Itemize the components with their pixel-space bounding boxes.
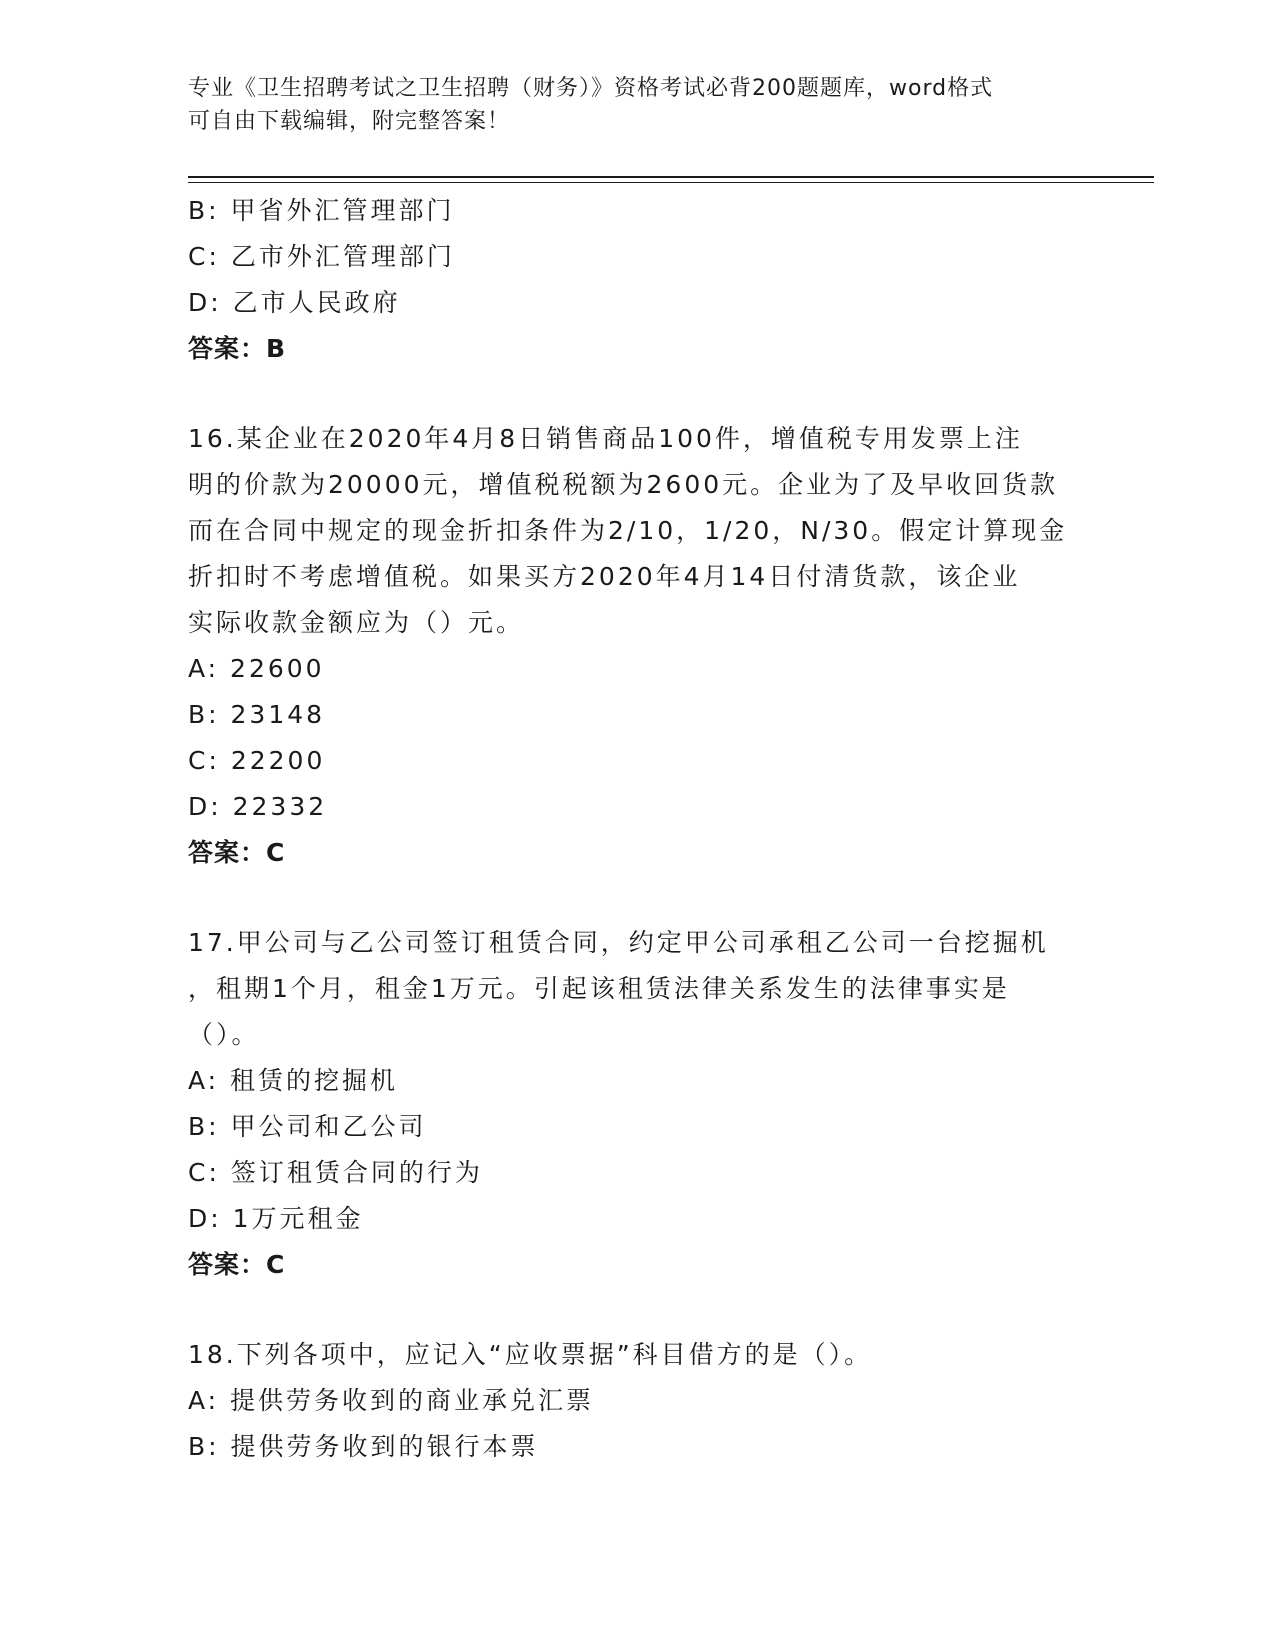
option-a: A: 22600 [188,654,325,683]
question-text-line: （）。 [188,1020,260,1049]
question-text-line: 实际收款金额应为（）元。 [188,608,525,637]
question-text-line: 17.甲公司与乙公司签订租赁合同，约定甲公司承租乙公司一台挖掘机 [188,928,1049,957]
answer-label: 答案：B [188,334,287,363]
option-c: C: 22200 [188,746,326,775]
question-text-line: 折扣时不考虑增值税。如果买方2020年4月14日付清货款，该企业 [188,562,1021,591]
spacer [188,372,1108,416]
question-list [188,188,1108,1470]
document-header [188,72,1088,138]
header-line-2: 可自由下载编辑，附完整答案！ [188,109,511,134]
option-c: C: 签订租赁合同的行为 [188,1158,483,1187]
header-divider-thick [188,176,1154,178]
option-d: D: 1万元租金 [188,1204,364,1233]
question-text-line: 而在合同中规定的现金折扣条件为2/10，1/20，N/30。假定计算现金 [188,516,1068,545]
question-16 [188,416,1108,876]
option-c: C: 乙市外汇管理部门 [188,242,455,271]
option-b: B: 甲公司和乙公司 [188,1112,427,1141]
question-18 [188,1332,1108,1470]
question-17 [188,920,1108,1288]
header-divider-thin [188,182,1154,183]
spacer [188,876,1108,920]
question-text-line: 明的价款为20000元，增值税税额为2600元。企业为了及早收回货款 [188,470,1059,499]
header-line-1: 专业《卫生招聘考试之卫生招聘（财务）》资格考试必背200题题库，word格式 [188,76,994,101]
option-b: B: 提供劳务收到的银行本票 [188,1432,539,1461]
question-text-line: 18.下列各项中，应记入“应收票据”科目借方的是（）。 [188,1340,873,1369]
spacer [188,1288,1108,1332]
question-15 [188,188,1108,372]
option-b: B: 23148 [188,700,326,729]
question-text-line: 16.某企业在2020年4月8日销售商品100件，增值税专用发票上注 [188,424,1023,453]
answer-label: 答案：C [188,838,286,867]
option-a: A: 提供劳务收到的商业承兑汇票 [188,1386,595,1415]
option-d: D: 22332 [188,792,328,821]
answer-label: 答案：C [188,1250,286,1279]
option-d: D: 乙市人民政府 [188,288,401,317]
option-b: B: 甲省外汇管理部门 [188,196,455,225]
option-a: A: 租赁的挖掘机 [188,1066,399,1095]
question-text-line: ，租期1个月，租金1万元。引起该租赁法律关系发生的法律事实是 [188,974,1010,1003]
